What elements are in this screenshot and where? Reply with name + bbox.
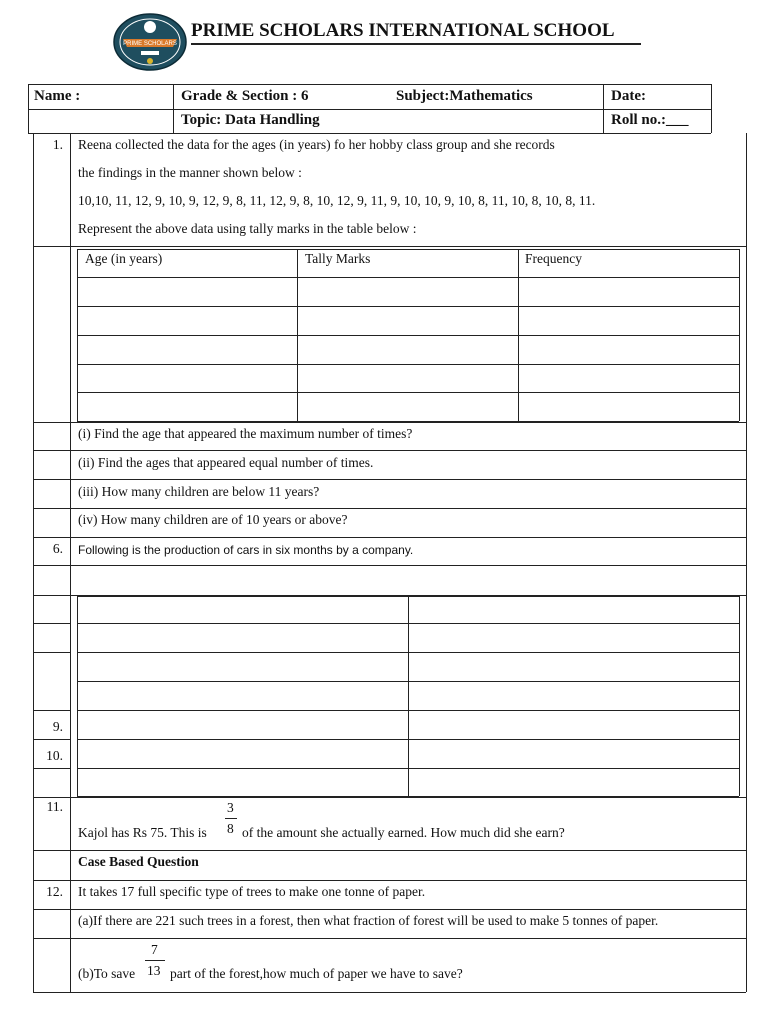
- tally-header-frequency: Frequency: [525, 251, 582, 266]
- school-name: PRIME SCHOLARS INTERNATIONAL SCHOOL: [191, 20, 615, 41]
- question-number: 11.: [46, 799, 63, 814]
- q11-text-before: Kajol has Rs 75. This is: [78, 825, 207, 840]
- question-number: 10.: [46, 748, 63, 763]
- grade-label: Grade & Section : 6: [181, 88, 309, 104]
- q11-fraction-bar: [225, 818, 237, 819]
- name-label: Name :: [34, 88, 81, 104]
- tally-header-tally: Tally Marks: [305, 251, 371, 266]
- q11-text-after: of the amount she actually earned. How much did she earn?: [242, 825, 565, 840]
- subject-label: Subject:Mathematics: [396, 88, 533, 104]
- logo-text: PRIME SCHOLARS: [123, 41, 177, 47]
- case-based-title: Case Based Question: [78, 854, 199, 869]
- question-number: 6.: [52, 541, 63, 556]
- q12-sub-b-before: (b)To save: [78, 966, 136, 981]
- q1-sub-iv: (iv) How many children are of 10 years or above?: [78, 512, 348, 527]
- q12-sub-a: (a)If there are 221 such trees in a forest, then what fraction of forest will be used to make 5 tonnes of paper.: [78, 913, 659, 928]
- q1-sub-i: (i) Find the age that appeared the maximum number of times?: [78, 426, 413, 441]
- q11-fraction-numerator: 3: [227, 800, 234, 815]
- q12-text: It takes 17 full specific type of trees to make one tonne of paper.: [78, 884, 426, 899]
- question-number: 9.: [52, 719, 63, 734]
- roll-label: Roll no.:___: [611, 112, 689, 128]
- question-number: 12.: [46, 884, 63, 899]
- title-underline: [191, 43, 641, 45]
- school-logo: [113, 13, 187, 71]
- topic-label: Topic: Data Handling: [181, 112, 320, 128]
- q12-fraction-denominator: 13: [147, 963, 161, 978]
- tally-header-age: Age (in years): [85, 251, 163, 266]
- q1-sub-iii: (iii) How many children are below 11 years?: [78, 484, 320, 499]
- q1-line2: the findings in the manner shown below :: [78, 165, 302, 180]
- q11-fraction-denominator: 8: [227, 821, 234, 836]
- q12-fraction-numerator: 7: [151, 942, 158, 957]
- q1-line3: 10,10, 11, 12, 9, 10, 9, 12, 9, 8, 11, 12, 9, 8, 10, 12, 9, 11, 9, 10, 10, 9, 10, 8, 11, 10, 8, 10, 8, 11.: [78, 193, 596, 208]
- q1-line1: Reena collected the data for the ages (in years) fo her hobby class group and she records: [78, 137, 555, 152]
- q6-text: Following is the production of cars in six months by a company.: [78, 543, 414, 557]
- q1-sub-ii: (ii) Find the ages that appeared equal number of times.: [78, 455, 374, 470]
- q1-line4: Represent the above data using tally marks in the table below :: [78, 221, 417, 236]
- question-number: 1.: [52, 137, 63, 152]
- date-label: Date:: [611, 88, 646, 104]
- q12-fraction-bar: [145, 960, 165, 961]
- q12-sub-b-after: part of the forest,how much of paper we have to save?: [170, 966, 463, 981]
